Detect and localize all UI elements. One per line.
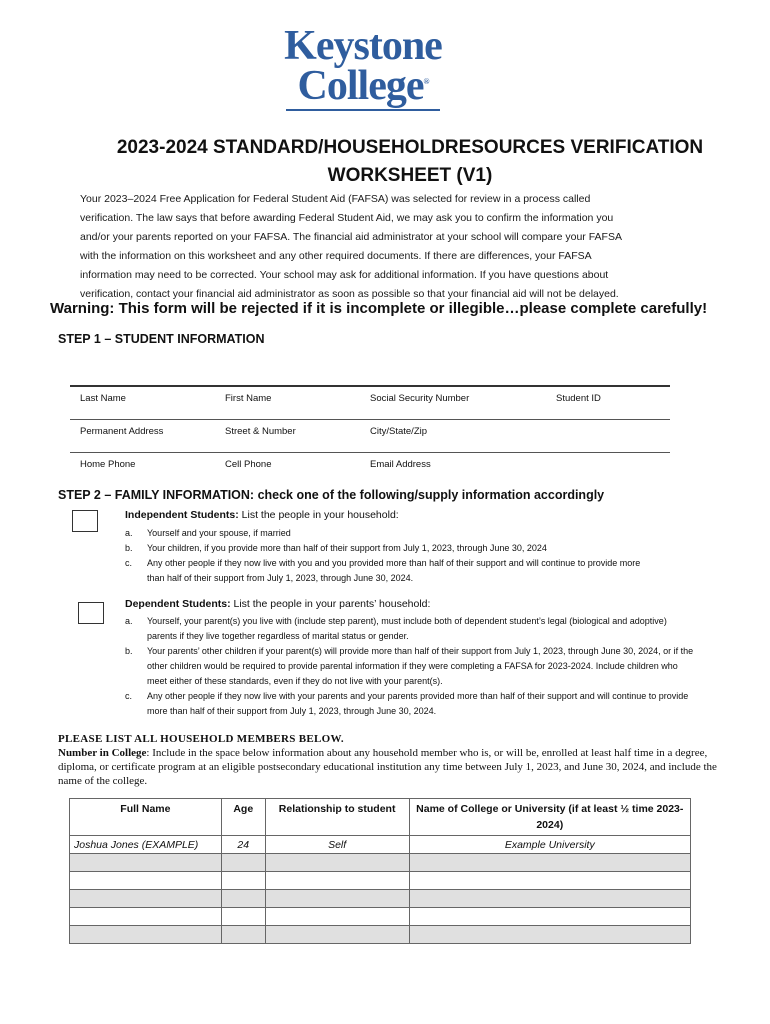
example-age: 24 (221, 836, 265, 854)
intro-line: verification. The law says that before awarding Federal Student Aid, we may ask you to confirm the information you (80, 212, 614, 224)
logo-line-2: College® (297, 63, 429, 109)
table-row[interactable] (70, 872, 691, 890)
dependent-heading: Dependent Students: List the people in your parents’ household: (125, 598, 431, 610)
dependent-checkbox[interactable] (78, 602, 104, 624)
last-name-field[interactable]: Last Name (80, 393, 126, 404)
logo-underline (286, 109, 440, 111)
table-row[interactable] (70, 890, 691, 908)
list-item: c. Any other people if they now live with you and you provided more than half of their support and will continue to provide more than half of their support from July 1, 2023, through June 30, 2024. (125, 558, 641, 583)
first-name-field[interactable]: First Name (225, 393, 272, 404)
college-note: Number in College: Include in the space below information about any household member who is, or will be, enrolled at least half time in a degree, diploma, or certificate program at an eligible postsecondary educational institution any time between July 1, 2023, and June 30, 2024, and include the name of the college. (58, 747, 717, 787)
table-row[interactable] (70, 854, 691, 872)
intro-line: and/or your parents reported on your FAFSA. The financial aid administrator at your school will compare your FAFSA (80, 231, 622, 243)
household-table (69, 798, 691, 944)
intro-line: information may need to be corrected. Your school may ask for additional information. If you have questions about (80, 269, 609, 281)
list-item: c. Any other people if they now live with your parents and your parents provided more than half of their support and will continue to provide more than half of their support from July 1, 2023, through June 30, 2024. (125, 691, 689, 716)
independent-list (125, 526, 645, 586)
step2-heading: STEP 2 – FAMILY INFORMATION: check one of the following/supply information accordingly (58, 488, 605, 502)
independent-checkbox[interactable] (72, 510, 98, 532)
student-info-row (70, 419, 670, 452)
cell-phone-field[interactable]: Cell Phone (225, 459, 272, 470)
list-item: a. Yourself, your parent(s) you live with (include step parent), must include both of dependent student’s legal (biological and adoptive) parents if they live together regardless of marital status or gender. (125, 616, 667, 641)
title-line-1: 2023-2024 STANDARD/HOUSEHOLDRESOURCES VERIFICATION (116, 137, 704, 158)
full-name-header: Full Name (70, 799, 222, 836)
independent-heading: Independent Students: List the people in your household: (125, 509, 399, 521)
student-info-row (70, 385, 670, 419)
table-row (70, 836, 691, 854)
intro-line: with the information on this worksheet and any other required documents. If there are differences, your FAFSA (80, 250, 592, 262)
logo-line-1: Keystone (284, 23, 442, 69)
keystone-college-logo (278, 23, 448, 111)
street-number-field[interactable]: Street & Number (225, 426, 296, 437)
intro-line: Your 2023–2024 Free Application for Federal Student Aid (FAFSA) was selected for review in a process called (80, 193, 591, 205)
household-instructions (58, 732, 718, 788)
intro-line: verification, contact your financial aid administrator as soon as possible so that your financial aid will not be delayed. (80, 288, 619, 300)
college-header: Name of College or University (if at least ½ time 2023-2024) (409, 799, 690, 836)
student-info-table (70, 385, 670, 485)
example-college: Example University (409, 836, 690, 854)
table-row[interactable] (70, 908, 691, 926)
list-item: a. Yourself and your spouse, if married (125, 528, 291, 538)
list-item: b. Your children, if you provide more than half of their support from July 1, 2023, through June 30, 2024 (125, 543, 547, 553)
example-name: Joshua Jones (EXAMPLE) (70, 836, 222, 854)
intro-paragraph (80, 190, 690, 304)
title-line-2: WORKSHEET (V1) (327, 165, 493, 186)
permanent-address-field[interactable]: Permanent Address (80, 426, 164, 437)
ssn-field[interactable]: Social Security Number (370, 393, 470, 404)
dependent-list (125, 614, 695, 719)
example-relationship: Self (265, 836, 409, 854)
student-info-row (70, 452, 670, 485)
city-state-zip-field[interactable]: City/State/Zip (370, 426, 428, 437)
step1-heading: STEP 1 – STUDENT INFORMATION (58, 332, 265, 346)
household-heading: PLEASE LIST ALL HOUSEHOLD MEMBERS BELOW. (58, 733, 344, 745)
home-phone-field[interactable]: Home Phone (80, 459, 136, 470)
list-item: b. Your parents’ other children if your parent(s) will provide more than half of their support from July 1, 2023, through June 30, 2024, or if the other children would be required to provide parental information if they were completing a FAFSA for 2023-2024. Include children who meet either of these standards, even if they do not live with your parent(s). (125, 646, 694, 686)
table-row[interactable] (70, 926, 691, 944)
warning-text: Warning: This form will be rejected if it is incomplete or illegible…please complete carefully! (50, 300, 708, 317)
household-header-row (70, 799, 691, 836)
email-field[interactable]: Email Address (370, 459, 431, 470)
age-header: Age (221, 799, 265, 836)
student-id-field[interactable]: Student ID (556, 393, 601, 404)
relationship-header: Relationship to student (265, 799, 409, 836)
